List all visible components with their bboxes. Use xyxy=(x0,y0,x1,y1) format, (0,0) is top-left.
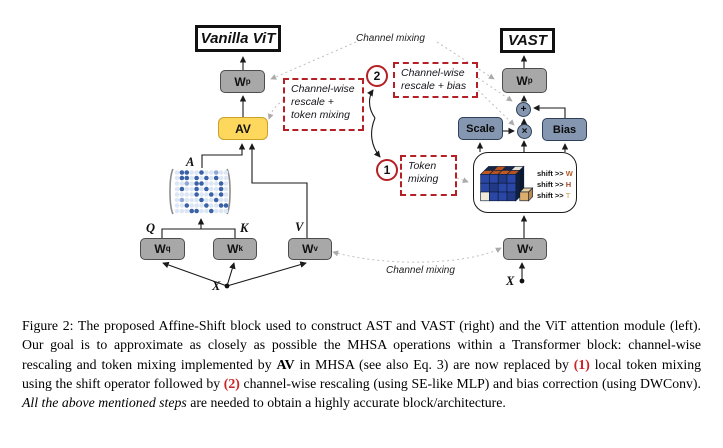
rescale-bias-callout xyxy=(393,62,478,98)
shift-line: shift >> W xyxy=(537,169,573,178)
scale-box xyxy=(458,117,503,140)
vast-title-box xyxy=(500,28,555,53)
shift-operator-block xyxy=(473,152,577,213)
wq-label: W xyxy=(154,242,166,256)
scale-label: Scale xyxy=(466,122,495,135)
shift-cube-illustration xyxy=(479,158,535,210)
figure-caption xyxy=(22,316,701,412)
step-2-number: 2 xyxy=(373,69,381,83)
caption-segment: All the above mentioned steps xyxy=(22,395,187,411)
caption-segment: are needed to obtain a highly accurate block/architecture. xyxy=(186,395,506,411)
bias-box xyxy=(542,118,587,141)
rescale-token-mixing-callout xyxy=(283,78,364,131)
channel-mixing-bottom-label: Channel mixing xyxy=(386,265,455,276)
wv-left-box: W v xyxy=(288,238,332,260)
shift-line: shift >> T xyxy=(537,191,571,200)
callout-line: rescale + xyxy=(291,96,334,109)
token-mixing-callout xyxy=(400,155,457,196)
k-label: K xyxy=(240,221,249,235)
caption-segment: AV xyxy=(276,356,295,372)
attention-matrix xyxy=(168,168,232,215)
step-2-badge xyxy=(366,65,388,87)
channel-mixing-top-label: Channel mixing xyxy=(356,33,425,44)
times-symbol: × xyxy=(521,126,528,137)
wv-right-box: W v xyxy=(503,238,547,260)
shift-direction-labels xyxy=(537,169,573,200)
step-1-badge xyxy=(376,159,398,181)
caption-segment: (1) xyxy=(573,356,590,372)
add-node xyxy=(516,102,531,117)
wq-box: W q xyxy=(140,238,185,260)
bias-label: Bias xyxy=(552,123,577,136)
vast-label: VAST xyxy=(508,32,547,49)
shift-line: shift >> H xyxy=(537,180,572,189)
vanilla-vit-title-box xyxy=(195,25,281,52)
av-box xyxy=(218,117,268,140)
wk-box: W k xyxy=(213,238,257,260)
callout-line: rescale + bias xyxy=(401,80,467,93)
callout-line: mixing xyxy=(408,173,439,186)
v-label: V xyxy=(295,220,304,234)
x-right-label: X xyxy=(506,274,515,288)
wp-left-box: W p xyxy=(220,70,265,93)
caption-segment: Figure 2: The proposed Affine-Shift block used to construct AST and VAST (right) and the ViT attention module (left). Our goal is to approximate as closely as possible the MHSA operations within a Transformer block: channel-wise rescaling and token mixing implemented by xyxy=(22,318,701,372)
wp-right-box: W p xyxy=(502,68,547,93)
step-1-number: 1 xyxy=(383,163,391,177)
a-matrix-label: A xyxy=(186,155,195,169)
plus-symbol: + xyxy=(520,104,527,115)
x-left-label: X xyxy=(212,279,221,293)
caption-segment: local token mixing using the shift operator followed by xyxy=(22,356,702,391)
callout-line: Token xyxy=(408,160,437,172)
q-label: Q xyxy=(146,221,156,235)
av-label: AV xyxy=(235,121,251,136)
caption-segment: channel-wise rescaling (using SE-like MLP) and bias correction (using DWConv). xyxy=(239,375,701,391)
attention-matrix-dots xyxy=(168,168,232,215)
wp-right-label: W xyxy=(516,73,528,88)
multiply-node xyxy=(517,124,532,139)
caption-segment: (2) xyxy=(223,375,240,391)
wp-left-label: W xyxy=(234,74,246,89)
wv-right-label: W xyxy=(517,242,529,256)
vanilla-vit-label: Vanilla ViT xyxy=(200,30,276,47)
callout-line: token mixing xyxy=(291,109,350,122)
wk-label: W xyxy=(227,242,239,256)
wv-left-label: W xyxy=(302,242,314,256)
callout-line: Channel-wise xyxy=(401,67,465,79)
caption-segment: in MHSA (see also Eq. 3) are now replaced by xyxy=(294,356,574,372)
callout-line: Channel-wise xyxy=(291,83,355,95)
